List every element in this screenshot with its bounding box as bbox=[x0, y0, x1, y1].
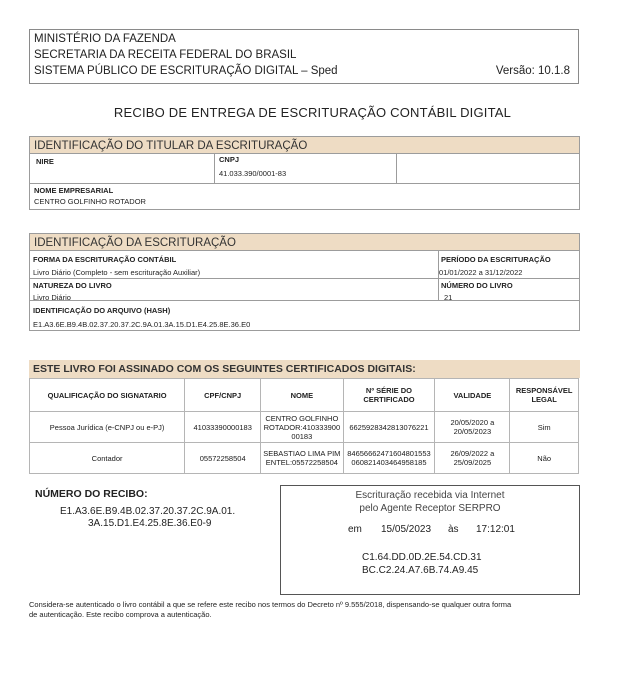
recibo-label: NÚMERO DO RECIBO: bbox=[35, 488, 148, 500]
cnpj-label: CNPJ bbox=[219, 155, 240, 164]
cell-nome: CENTRO GOLFINHO ROTADOR:41033390000183 bbox=[261, 412, 343, 443]
col-responsavel: RESPONSÁVEL LEGAL bbox=[510, 379, 579, 412]
cell-serie: 6625928342813076221 bbox=[343, 412, 435, 443]
footer-note bbox=[29, 600, 604, 620]
cnpj-value: 41.033.390/0001-83 bbox=[219, 169, 287, 178]
nome-label: NOME EMPRESARIAL bbox=[34, 186, 114, 195]
header-box bbox=[29, 29, 579, 84]
periodo-value: 01/01/2022 a 31/12/2022 bbox=[439, 268, 523, 277]
recibo-line1: E1.A3.6E.B9.4B.02.37.20.37.2C.9A.01. bbox=[60, 506, 236, 517]
natureza-label: NATUREZA DO LIVRO bbox=[33, 281, 112, 290]
receptor-box bbox=[280, 485, 580, 595]
escrituracao-section bbox=[29, 233, 580, 331]
natureza-value: Livro Diário bbox=[33, 293, 71, 302]
forma-label: FORMA DA ESCRITURAÇÃO CONTÁBIL bbox=[33, 255, 177, 264]
cell-qualificacao: Contador bbox=[30, 443, 185, 474]
col-cpf-cnpj: CPF/CNPJ bbox=[185, 379, 261, 412]
footer-line1: Considera-se autenticado o livro contábil a que se refere este recibo nos termos do Decreto nº 9.555/2018, dispensando-se qualquer outra forma bbox=[29, 600, 512, 609]
header-ministry: MINISTÉRIO DA FAZENDA bbox=[34, 33, 176, 45]
receptor-date: 15/05/2023 bbox=[381, 524, 432, 535]
numero-label: NÚMERO DO LIVRO bbox=[441, 281, 513, 290]
receptor-em: em bbox=[348, 524, 362, 535]
col-nome: NOME bbox=[261, 379, 343, 412]
cell-responsavel: Sim bbox=[510, 412, 579, 443]
col-serie: Nº SÉRIE DO CERTIFICADO bbox=[343, 379, 435, 412]
certificados-table bbox=[29, 378, 579, 474]
cell-cpf-cnpj: 41033390000183 bbox=[185, 412, 261, 443]
nire-label: NIRE bbox=[36, 157, 54, 166]
cell-qualificacao: Pessoa Jurídica (e-CNPJ ou e-PJ) bbox=[30, 412, 185, 443]
titular-heading: IDENTIFICAÇÃO DO TITULAR DA ESCRITURAÇÃO bbox=[30, 137, 579, 154]
col-qualificacao: QUALIFICAÇÃO DO SIGNATARIO bbox=[30, 379, 185, 412]
table-row bbox=[30, 412, 579, 443]
titular-section bbox=[29, 136, 580, 210]
numero-value: 21 bbox=[444, 293, 453, 302]
page-title: RECIBO DE ENTREGA DE ESCRITURAÇÃO CONTÁBIL DIGITAL bbox=[113, 105, 512, 120]
recibo-line2: 3A.15.D1.E4.25.8E.36.E0-9 bbox=[88, 518, 212, 529]
cell-validade: 26/09/2022 a 25/09/2025 bbox=[435, 443, 510, 474]
table-row bbox=[30, 443, 579, 474]
receptor-code2: BC.C2.24.A7.6B.74.A9.45 bbox=[362, 565, 479, 576]
col-validade: VALIDADE bbox=[435, 379, 510, 412]
cell-responsavel: Não bbox=[510, 443, 579, 474]
footer-line2: de autenticação. Este recibo comprova a autenticação. bbox=[29, 610, 212, 619]
header-secretaria: SECRETARIA DA RECEITA FEDERAL DO BRASIL bbox=[34, 49, 297, 61]
cell-cpf-cnpj: 05572258504 bbox=[185, 443, 261, 474]
receptor-line1: Escrituração recebida via Internet bbox=[355, 490, 505, 501]
header-system: SISTEMA PÚBLICO DE ESCRITURAÇÃO DIGITAL – Sped bbox=[34, 65, 338, 77]
hash-value: E1.A3.6E.B9.4B.02.37.20.37.2C.9A.01.3A.15.D1.E4.25.8E.36.E0 bbox=[33, 320, 251, 329]
header-version: Versão: 10.1.8 bbox=[495, 65, 570, 77]
receptor-line2: pelo Agente Receptor SERPRO bbox=[359, 503, 501, 514]
table-header-row bbox=[30, 379, 579, 412]
forma-value: Livro Diário (Completo - sem escrituração Auxiliar) bbox=[33, 268, 201, 277]
receptor-code1: C1.64.DD.0D.2E.54.CD.31 bbox=[362, 552, 482, 563]
certificados-heading: ESTE LIVRO FOI ASSINADO COM OS SEGUINTES CERTIFICADOS DIGITAIS: bbox=[29, 360, 580, 378]
receptor-as: às bbox=[448, 524, 459, 535]
escrituracao-heading: IDENTIFICAÇÃO DA ESCRITURAÇÃO bbox=[30, 234, 579, 251]
cell-serie: 84656662471604801553060821403464958185 bbox=[343, 443, 435, 474]
periodo-label: PERÍODO DA ESCRITURAÇÃO bbox=[441, 255, 551, 264]
receptor-time: 17:12:01 bbox=[476, 524, 515, 535]
cell-validade: 20/05/2020 a 20/05/2023 bbox=[435, 412, 510, 443]
nome-value: CENTRO GOLFINHO ROTADOR bbox=[34, 197, 146, 206]
certificados-section bbox=[29, 360, 580, 474]
cell-nome: SEBASTIAO LIMA PIMENTEL:05572258504 bbox=[261, 443, 343, 474]
hash-label: IDENTIFICAÇÃO DO ARQUIVO (HASH) bbox=[33, 306, 171, 315]
